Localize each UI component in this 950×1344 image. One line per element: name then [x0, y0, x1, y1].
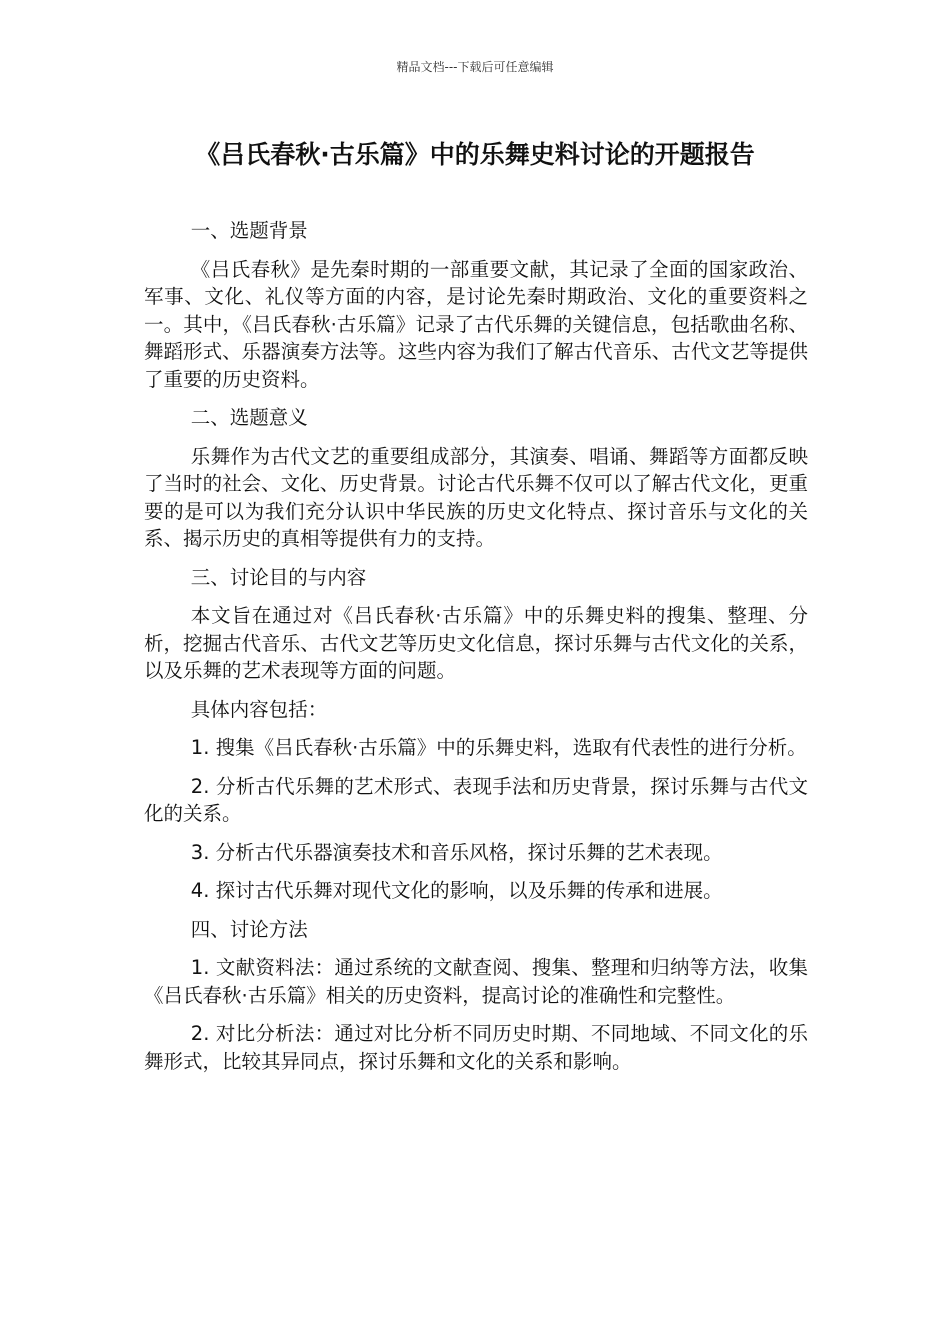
- contents-intro: 具体内容包括：: [190, 697, 328, 721]
- page-header-note: 精品文档---下载后可任意编辑: [396, 60, 554, 74]
- section-heading-background: 一、选题背景: [190, 219, 308, 242]
- document-title: 《吕氏春秋·古乐篇》中的乐舞史料讨论的开题报告: [195, 140, 755, 169]
- section-heading-purpose: 三、讨论目的与内容: [190, 565, 367, 589]
- method-item: 2. 对比分析法：通过对比分析不同历史时期、不同地域、不同文化的乐舞形式，比较其异同点，探讨乐舞和文化的关系和影响。: [144, 1022, 808, 1073]
- content-item: 1. 搜集《吕氏春秋·古乐篇》中的乐舞史料，选取有代表性的进行分析。: [190, 736, 807, 759]
- paragraph-significance: 乐舞作为古代文艺的重要组成部分，其演奏、唱诵、舞蹈等方面都反映了当时的社会、文化、历史背景。讨论古代乐舞不仅可以了解古代文化，更重要的是可以为我们充分认识中华民族的历史文化特点、探讨音乐与文化的关系、揭示历史的真相等提供有力的支持。: [144, 444, 808, 550]
- content-item: 3. 分析古代乐器演奏技术和音乐风格，探讨乐舞的艺术表现。: [190, 840, 723, 864]
- method-item: 1. 文献资料法：通过系统的文献查阅、搜集、整理和归纳等方法，收集《吕氏春秋·古乐篇》相关的历史资料，提高讨论的准确性和完整性。: [144, 956, 808, 1007]
- section-heading-methods: 四、讨论方法: [190, 917, 308, 941]
- content-item: 4. 探讨古代乐舞对现代文化的影响，以及乐舞的传承和进展。: [190, 879, 723, 902]
- content-item: 2. 分析古代乐舞的艺术形式、表现手法和历史背景，探讨乐舞与古代文化的关系。: [144, 774, 808, 825]
- document-body: [144, 217, 808, 1086]
- paragraph-background: 《吕氏春秋》是先秦时期的一部重要文献，其记录了全面的国家政治、军事、文化、礼仪等方面的内容，是讨论先秦时期政治、文化的重要资料之一。其中，《吕氏春秋·古乐篇》记录了古代乐舞的关键信息，包括歌曲名称、舞蹈形式、乐器演奏方法等。这些内容为我们了解古代音乐、古代文艺等提供了重要的历史资料。: [144, 257, 808, 391]
- section-heading-significance: 二、选题意义: [190, 406, 308, 429]
- paragraph-purpose: 本文旨在通过对《吕氏春秋·古乐篇》中的乐舞史料的搜集、整理、分析，挖掘古代音乐、古代文艺等历史文化信息，探讨乐舞与古代文化的关系，以及乐舞的艺术表现等方面的问题。: [144, 604, 808, 682]
